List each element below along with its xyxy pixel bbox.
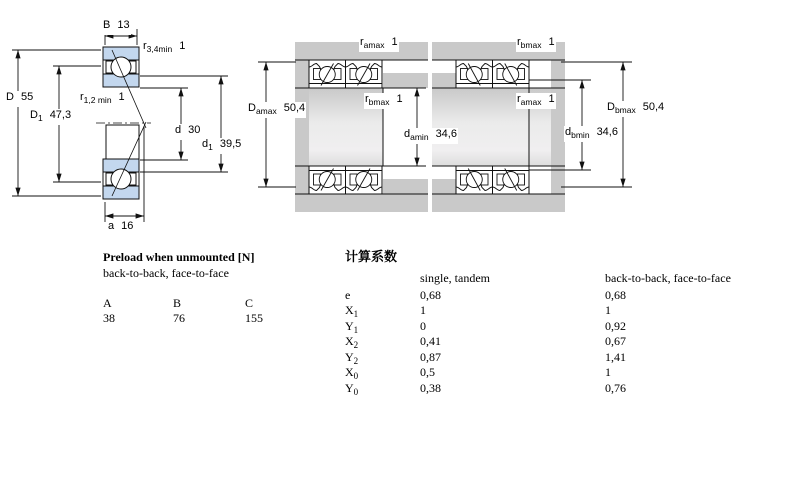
factor-row-single: 0,38 [420,381,441,395]
factor-row-single: 1 [420,303,426,317]
factor-row-paired: 1 [605,303,611,317]
factor-row-single: 0,5 [420,365,435,379]
housing-band-bottom [295,194,428,212]
preload-table [103,250,323,335]
factor-row-label: $X_0$ [345,365,359,381]
housing-band-bottom [432,194,565,212]
ball-top [111,57,131,77]
dim-label-r34min: $r_{3,4min}$ 1 [143,40,186,54]
dim-label-a: a 16 [107,220,134,236]
dim-label-D1: $D_1$ 47,3 [30,109,72,123]
factor-row-label: e [345,288,351,302]
factor-row-single: 0,41 [420,334,441,348]
factor-row-paired: 1,41 [605,350,626,364]
preload-value-A: 38 [103,311,115,325]
factor-row-paired: 1 [605,365,611,379]
factor-row-label: $Y_1$ [345,319,359,335]
factor-row-single: 0 [420,319,426,333]
dim-label-damin: $d_{amin}$ 34,6 [404,128,457,142]
dim-label-D: D 55 [5,91,34,107]
dim-label-rbmax-b2b: $r_{bmax}$ 1 [365,93,403,107]
factor-row-label: $Y_0$ [345,381,359,397]
factors-title: 计算系数 [345,249,398,264]
dim-label-d1: $d_1$ 39,5 [202,138,242,152]
factors-header-single: single, tandem [420,271,490,285]
dim-label-d: d 30 [174,124,201,140]
factor-row-paired: 0,76 [605,381,626,395]
preload-header-B: B [173,296,182,310]
factor-row-paired: 0,92 [605,319,626,333]
dim-label-dbmin: $d_{bmin}$ 34,6 [565,126,618,140]
factor-row-single: 0,87 [420,350,441,364]
preload-value-C: 155 [245,311,263,325]
dim-label-B: B 13 [102,19,131,35]
back-to-back-arrangement-drawing [295,42,428,212]
dim-label-ramax-f2f: $r_{amax}$ 1 [517,93,555,107]
dim-label-rbmax-f2f: $r_{bmax}$ 1 [517,36,555,50]
dim-label-Dbmax: $D_{bmax}$ 50,4 [607,101,665,115]
factor-row-paired: 0,67 [605,334,626,348]
calculation-factors-table [345,250,795,400]
dim-label-r12min: $r_{1,2 min}$ 1 [80,91,125,105]
single-bearing-drawing [96,47,151,199]
preload-value-B: 76 [173,311,185,325]
ball-bottom [111,169,131,189]
factor-row-label: $X_2$ [345,334,359,350]
factor-row-single: 0,68 [420,288,441,302]
preload-subtitle: back-to-back, face-to-face [103,266,229,280]
technical-drawing-canvas [0,0,800,240]
factor-row-label: $Y_2$ [345,350,359,366]
factor-row-label: $X_1$ [345,303,359,319]
preload-header-C: C [245,296,254,310]
preload-title: Preload when unmounted [N] [103,250,255,264]
face-to-face-arrangement-drawing [432,42,565,212]
preload-header-A: A [103,296,112,310]
dim-label-ramax-b2b: $r_{amax}$ 1 [360,36,398,50]
factors-header-paired: back-to-back, face-to-face [605,271,731,285]
factor-row-paired: 0,68 [605,288,626,302]
dim-label-Damax: $D_{amax}$ 50,4 [248,102,306,116]
